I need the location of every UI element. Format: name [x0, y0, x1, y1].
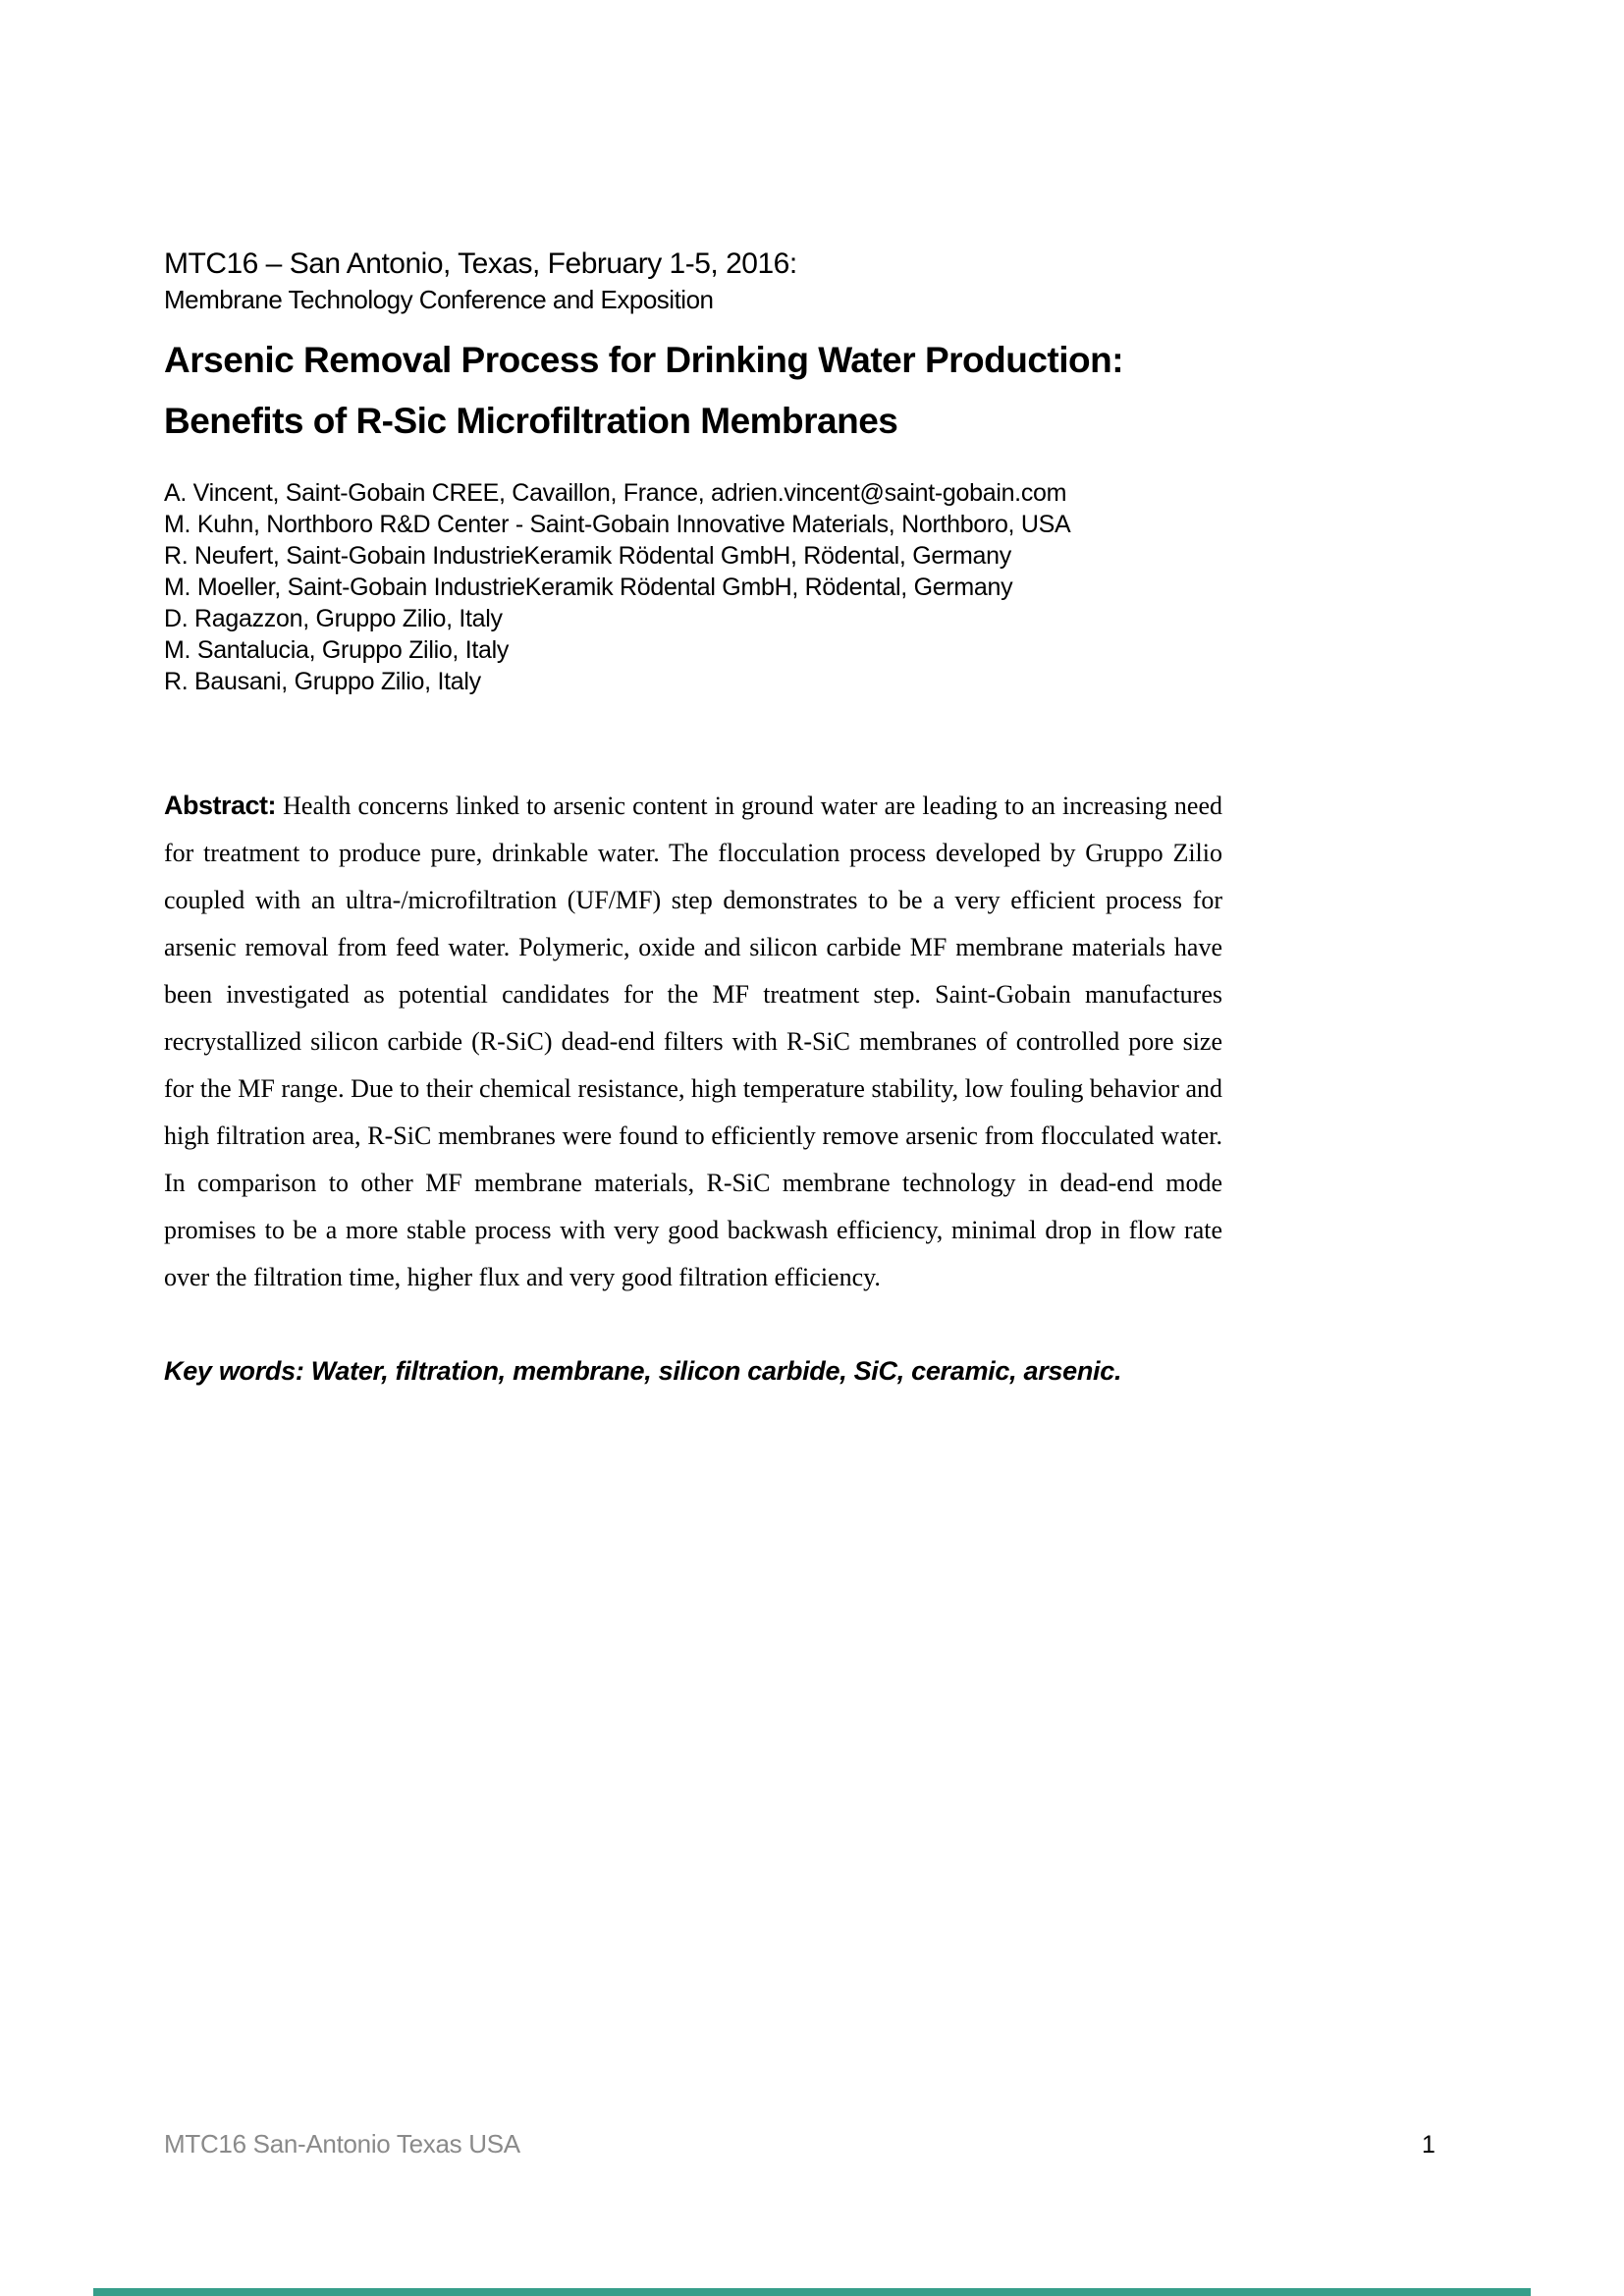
- author-line: M. Moeller, Saint-Gobain IndustrieKeramik Rödental GmbH, Rödental, Germany: [164, 574, 1013, 601]
- paper-title: [164, 330, 1222, 452]
- author-line: M. Kuhn, Northboro R&D Center - Saint-Gobain Innovative Materials, Northboro, USA: [164, 511, 1071, 538]
- keywords-line: Key words: Water, filtration, membrane, silicon carbide, SiC, ceramic, arsenic.: [164, 1356, 1122, 1386]
- paper-title-line1: Arsenic Removal Process for Drinking Water Production:: [164, 340, 1124, 380]
- page-number: 1: [1422, 2131, 1435, 2159]
- author-list: [164, 477, 1222, 697]
- abstract-label: Abstract:: [164, 791, 277, 820]
- abstract-text: Health concerns linked to arsenic content in ground water are leading to an increasing need for treatment to produce pure, drinkable water. The flocculation process developed by Gruppo Zilio coupled with an ultra-/microfiltration (UF/MF) step demonstrates to be a very efficient process for arsenic removal from feed water. Polymeric, oxide and silicon carbide MF membrane materials have been investigated as potential candidates for the MF treatment step. Saint-Gobain manufactures recrystallized silicon carbide (R-SiC) dead-end filters with R-SiC membranes of controlled pore size for the MF range. Due to their chemical resistance, high temperature stability, low fouling behavior and high filtration area, R-SiC membranes were found to efficiently remove arsenic from flocculated water. In comparison to other MF membrane materials, R-SiC membrane technology in dead-end mode promises to be a more stable process with very good backwash efficiency, minimal drop in flow rate over the filtration time, higher flux and very good filtration efficiency.: [164, 792, 1222, 1291]
- conference-subtitle-line: Membrane Technology Conference and Exposition: [164, 285, 714, 314]
- author-line: D. Ragazzon, Gruppo Zilio, Italy: [164, 605, 503, 632]
- conference-header-line: MTC16 – San Antonio, Texas, February 1-5, 2016:: [164, 247, 797, 280]
- author-line: A. Vincent, Saint-Gobain CREE, Cavaillon, France, adrien.vincent@saint-gobain.com: [164, 479, 1067, 507]
- author-line: M. Santalucia, Gruppo Zilio, Italy: [164, 636, 510, 664]
- bottom-edge-strip: [93, 2288, 1531, 2296]
- author-line: R. Neufert, Saint-Gobain IndustrieKeramik Rödental GmbH, Rödental, Germany: [164, 542, 1011, 570]
- abstract-paragraph: [164, 782, 1222, 1301]
- footer-running-title: MTC16 San-Antonio Texas USA: [164, 2129, 520, 2159]
- paper-title-line2: Benefits of R-Sic Microfiltration Membranes: [164, 401, 898, 441]
- author-line: R. Bausani, Gruppo Zilio, Italy: [164, 668, 481, 695]
- page-content: [164, 246, 1222, 1387]
